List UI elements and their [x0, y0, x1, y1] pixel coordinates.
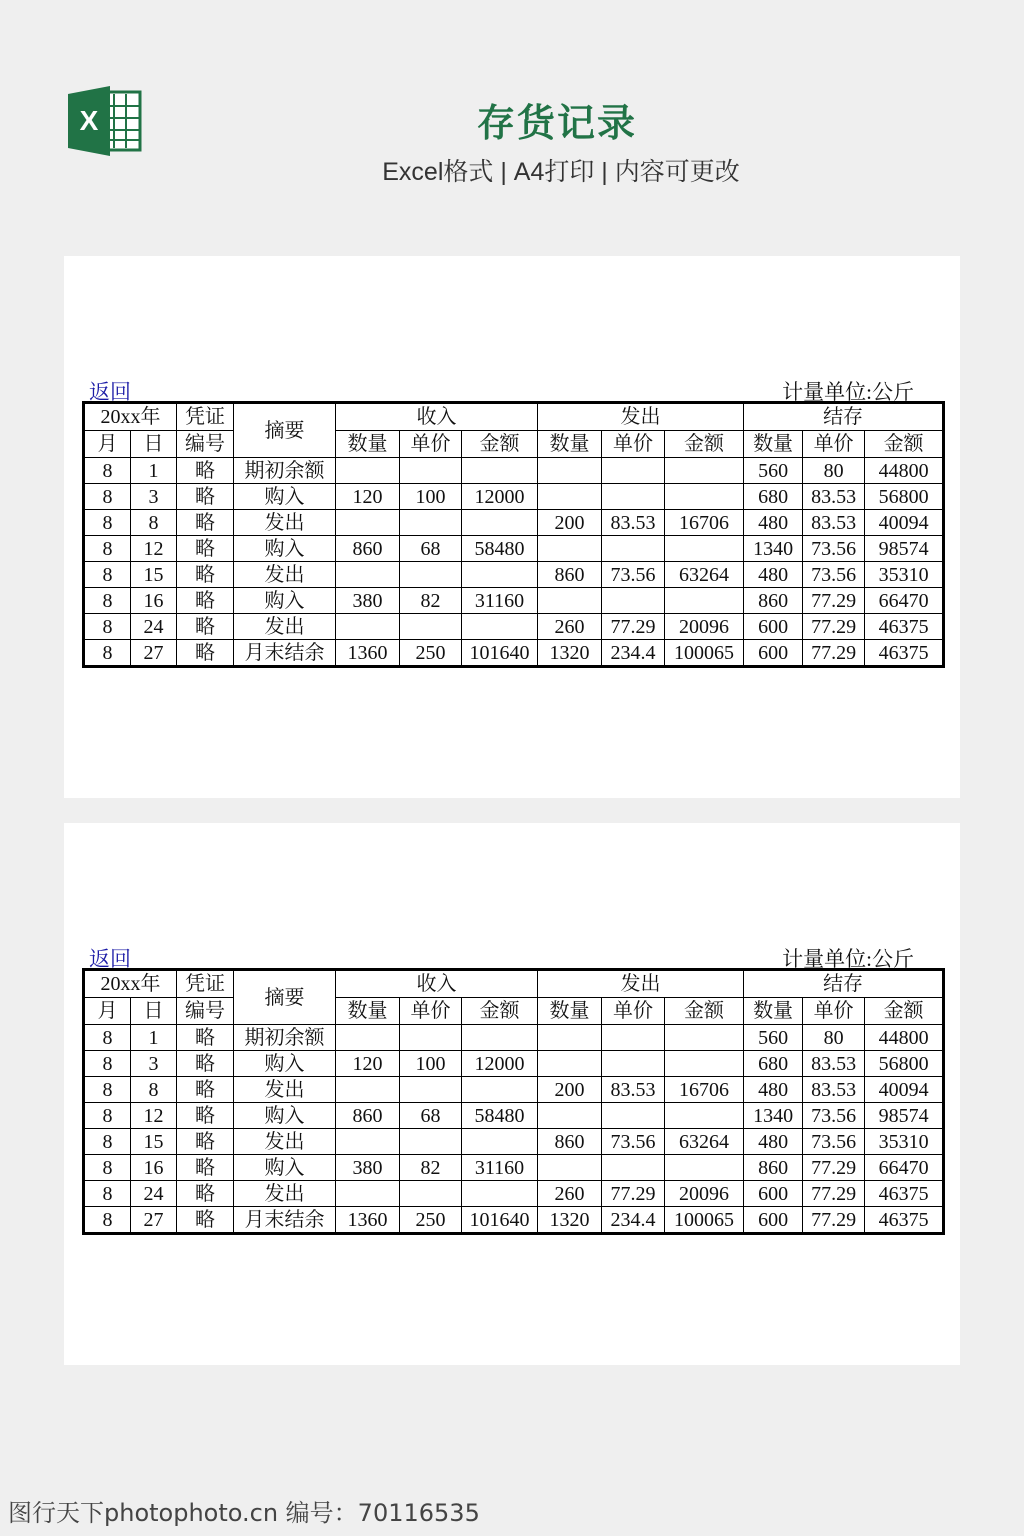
table-cell [462, 562, 538, 588]
table-cell: 20096 [665, 614, 744, 640]
table-row [84, 1155, 944, 1181]
sub-header: 单价 [602, 998, 665, 1025]
table-cell: 77.29 [803, 1207, 865, 1234]
table-cell: 24 [131, 1181, 177, 1207]
table-cell: 8 [84, 614, 131, 640]
table-cell: 600 [744, 1181, 803, 1207]
table-cell: 73.56 [803, 1103, 865, 1129]
table-cell: 860 [744, 588, 803, 614]
table-cell [665, 1025, 744, 1051]
table-cell: 46375 [865, 1207, 944, 1234]
table-cell: 68 [400, 1103, 462, 1129]
table-cell: 234.4 [602, 640, 665, 667]
table-cell: 77.29 [602, 1181, 665, 1207]
table-cell: 1 [131, 1025, 177, 1051]
table-row [84, 458, 944, 484]
table-cell: 120 [336, 1051, 400, 1077]
sub-header: 金额 [665, 431, 744, 458]
table-cell: 8 [84, 1025, 131, 1051]
table-cell: 83.53 [602, 1077, 665, 1103]
table-cell: 购入 [234, 536, 336, 562]
table-cell [336, 562, 400, 588]
issue-header: 发出 [538, 970, 744, 998]
table-cell: 680 [744, 484, 803, 510]
table-cell: 480 [744, 562, 803, 588]
table-cell: 860 [336, 536, 400, 562]
day-header: 日 [131, 998, 177, 1025]
table-cell: 600 [744, 614, 803, 640]
sub-header: 数量 [744, 431, 803, 458]
table-cell: 83.53 [602, 510, 665, 536]
table-cell: 101640 [462, 1207, 538, 1234]
table-cell: 8 [84, 640, 131, 667]
table-cell: 略 [177, 1181, 234, 1207]
sub-header: 单价 [400, 431, 462, 458]
table-cell [336, 1181, 400, 1207]
table-cell: 16 [131, 588, 177, 614]
table-cell: 略 [177, 614, 234, 640]
table-cell [336, 510, 400, 536]
table-cell: 略 [177, 458, 234, 484]
table-cell: 101640 [462, 640, 538, 667]
table-cell [665, 588, 744, 614]
table-cell: 200 [538, 510, 602, 536]
table-row [84, 562, 944, 588]
table-cell: 1340 [744, 1103, 803, 1129]
table-cell [400, 1129, 462, 1155]
table-cell [400, 1077, 462, 1103]
table-cell [462, 614, 538, 640]
back-link[interactable]: 返回 [89, 380, 131, 404]
table-cell: 略 [177, 510, 234, 536]
table-header-row [84, 970, 944, 998]
sub-header: 单价 [602, 431, 665, 458]
table-cell: 120 [336, 484, 400, 510]
table-cell: 98574 [865, 1103, 944, 1129]
table-cell: 40094 [865, 510, 944, 536]
table-cell: 16 [131, 1155, 177, 1181]
table-cell: 680 [744, 1051, 803, 1077]
table-cell: 56800 [865, 1051, 944, 1077]
table-cell: 83.53 [803, 1051, 865, 1077]
table-cell: 480 [744, 1129, 803, 1155]
table-cell [538, 1051, 602, 1077]
table-cell [602, 458, 665, 484]
table-cell [538, 1155, 602, 1181]
table-cell: 73.56 [803, 536, 865, 562]
table-cell: 略 [177, 1103, 234, 1129]
summary-header: 摘要 [234, 403, 336, 458]
page-title: 存货记录 [476, 103, 637, 145]
table-cell: 略 [177, 588, 234, 614]
table-cell: 购入 [234, 1155, 336, 1181]
table-cell [400, 510, 462, 536]
table-cell: 82 [400, 588, 462, 614]
unit-label: 计量单位:公斤 [782, 947, 914, 971]
table-cell: 发出 [234, 1181, 336, 1207]
table-cell: 80 [803, 1025, 865, 1051]
table-cell: 略 [177, 484, 234, 510]
table-cell: 600 [744, 640, 803, 667]
table-cell: 860 [336, 1103, 400, 1129]
table-cell: 73.56 [602, 1129, 665, 1155]
voucher-header-bottom: 编号 [177, 998, 234, 1025]
table-cell: 100065 [665, 640, 744, 667]
table-cell: 购入 [234, 1051, 336, 1077]
table-cell [602, 1103, 665, 1129]
table-row [84, 640, 944, 667]
table-cell: 31160 [462, 1155, 538, 1181]
table-cell: 8 [84, 1155, 131, 1181]
table-cell: 发出 [234, 510, 336, 536]
table-cell: 860 [744, 1155, 803, 1181]
table-cell [462, 1181, 538, 1207]
table-cell: 31160 [462, 588, 538, 614]
table-subheader-row [84, 431, 944, 458]
table-cell: 8 [131, 1077, 177, 1103]
table-cell: 82 [400, 1155, 462, 1181]
table-cell: 略 [177, 1025, 234, 1051]
table-cell: 8 [84, 1181, 131, 1207]
table-cell: 8 [84, 1207, 131, 1234]
table-row [84, 1181, 944, 1207]
table-cell: 8 [84, 1129, 131, 1155]
table-cell: 46375 [865, 614, 944, 640]
table-cell: 期初余额 [234, 458, 336, 484]
table-cell: 8 [84, 588, 131, 614]
table-cell: 8 [84, 1103, 131, 1129]
table-cell: 月末结余 [234, 1207, 336, 1234]
table-cell [602, 1155, 665, 1181]
table-cell: 77.29 [803, 588, 865, 614]
table-cell: 380 [336, 588, 400, 614]
table-cell: 略 [177, 1129, 234, 1155]
sub-header: 金额 [462, 998, 538, 1025]
table-cell: 250 [400, 640, 462, 667]
table-cell [400, 614, 462, 640]
table-cell: 46375 [865, 1181, 944, 1207]
income-header: 收入 [336, 403, 538, 431]
table-cell: 66470 [865, 588, 944, 614]
table-cell: 68 [400, 536, 462, 562]
table-cell: 8 [84, 1077, 131, 1103]
table-cell: 56800 [865, 484, 944, 510]
sub-header: 单价 [803, 998, 865, 1025]
table-cell [602, 588, 665, 614]
table-cell [602, 484, 665, 510]
balance-header: 结存 [744, 403, 944, 431]
table-cell: 8 [131, 510, 177, 536]
table-cell: 8 [84, 562, 131, 588]
sub-header: 单价 [400, 998, 462, 1025]
table-cell: 73.56 [602, 562, 665, 588]
table-cell: 24 [131, 614, 177, 640]
table-row [84, 1207, 944, 1234]
table-cell: 略 [177, 1207, 234, 1234]
table-cell: 3 [131, 484, 177, 510]
table-cell [462, 510, 538, 536]
table-cell: 480 [744, 510, 803, 536]
table-cell: 1340 [744, 536, 803, 562]
day-header: 日 [131, 431, 177, 458]
table-cell [462, 1025, 538, 1051]
table-cell: 27 [131, 1207, 177, 1234]
table-cell: 略 [177, 640, 234, 667]
table-cell: 250 [400, 1207, 462, 1234]
table-cell: 16706 [665, 510, 744, 536]
sub-header: 数量 [538, 998, 602, 1025]
table-cell: 15 [131, 562, 177, 588]
table-row [84, 1129, 944, 1155]
page-subtitle: Excel格式 | A4打印 | 内容可更改 [382, 158, 740, 186]
table-cell: 100 [400, 1051, 462, 1077]
table-cell: 1320 [538, 1207, 602, 1234]
table-cell: 77.29 [602, 614, 665, 640]
table-cell: 略 [177, 1155, 234, 1181]
table-cell: 略 [177, 1077, 234, 1103]
watermark: 图行天下photophoto.cn 编号：70116535 [8, 1499, 480, 1527]
table-row [84, 1051, 944, 1077]
table-cell [665, 1155, 744, 1181]
table-cell: 略 [177, 536, 234, 562]
table-cell: 83.53 [803, 484, 865, 510]
table-cell: 600 [744, 1207, 803, 1234]
table-cell [462, 1129, 538, 1155]
table-cell: 73.56 [803, 1129, 865, 1155]
table-cell: 发出 [234, 1077, 336, 1103]
table-cell: 3 [131, 1051, 177, 1077]
table-cell: 100 [400, 484, 462, 510]
table-cell: 44800 [865, 1025, 944, 1051]
table-cell: 98574 [865, 536, 944, 562]
table-cell [665, 458, 744, 484]
table-cell: 46375 [865, 640, 944, 667]
table-cell: 480 [744, 1077, 803, 1103]
month-header: 月 [84, 998, 131, 1025]
table-cell: 8 [84, 458, 131, 484]
year-header: 20xx年 [84, 403, 177, 431]
sub-header: 金额 [462, 431, 538, 458]
table-cell [538, 458, 602, 484]
table-cell [665, 1051, 744, 1077]
table-cell: 83.53 [803, 1077, 865, 1103]
table-cell [665, 1103, 744, 1129]
table-cell [336, 1025, 400, 1051]
table-cell: 77.29 [803, 614, 865, 640]
sub-header: 数量 [744, 998, 803, 1025]
table-row [84, 510, 944, 536]
table-row [84, 614, 944, 640]
table-cell [665, 484, 744, 510]
table-cell: 58480 [462, 536, 538, 562]
table-cell: 1360 [336, 1207, 400, 1234]
table-cell: 58480 [462, 1103, 538, 1129]
table-cell: 发出 [234, 562, 336, 588]
summary-header: 摘要 [234, 970, 336, 1025]
table-cell: 100065 [665, 1207, 744, 1234]
table-cell: 63264 [665, 1129, 744, 1155]
table-cell: 560 [744, 458, 803, 484]
month-header: 月 [84, 431, 131, 458]
sub-header: 数量 [538, 431, 602, 458]
table-cell [462, 458, 538, 484]
sheet-preview-1 [64, 256, 960, 798]
table-row [84, 1025, 944, 1051]
table-cell: 860 [538, 1129, 602, 1155]
table-cell: 期初余额 [234, 1025, 336, 1051]
sheet-preview-2 [64, 823, 960, 1365]
table-cell: 35310 [865, 1129, 944, 1155]
table-cell: 8 [84, 484, 131, 510]
table-cell [602, 536, 665, 562]
table-row [84, 1103, 944, 1129]
table-cell: 12 [131, 536, 177, 562]
table-cell: 发出 [234, 614, 336, 640]
table-cell: 27 [131, 640, 177, 667]
table-cell: 12000 [462, 484, 538, 510]
back-link[interactable]: 返回 [89, 947, 131, 971]
table-cell: 73.56 [803, 562, 865, 588]
table-cell [538, 1025, 602, 1051]
balance-header: 结存 [744, 970, 944, 998]
table-cell: 8 [84, 510, 131, 536]
table-cell [538, 536, 602, 562]
table-cell: 12 [131, 1103, 177, 1129]
table-cell: 发出 [234, 1129, 336, 1155]
table-cell: 16706 [665, 1077, 744, 1103]
table-row [84, 484, 944, 510]
svg-text:X: X [79, 105, 99, 136]
table-cell: 略 [177, 562, 234, 588]
sub-header: 数量 [336, 998, 400, 1025]
table-cell: 20096 [665, 1181, 744, 1207]
table-cell [336, 1129, 400, 1155]
voucher-header-top: 凭证 [177, 970, 234, 998]
table-cell [336, 458, 400, 484]
table-row [84, 588, 944, 614]
table-cell: 35310 [865, 562, 944, 588]
table-cell [538, 588, 602, 614]
sub-header: 数量 [336, 431, 400, 458]
table-cell: 购入 [234, 1103, 336, 1129]
table-cell: 63264 [665, 562, 744, 588]
table-header-row [84, 403, 944, 431]
table-cell [665, 536, 744, 562]
table-cell: 12000 [462, 1051, 538, 1077]
table-cell [538, 1103, 602, 1129]
table-cell: 200 [538, 1077, 602, 1103]
table-cell: 260 [538, 614, 602, 640]
table-cell [336, 614, 400, 640]
table-cell [602, 1051, 665, 1077]
table-body [84, 1025, 944, 1234]
table-cell: 15 [131, 1129, 177, 1155]
table-cell: 1320 [538, 640, 602, 667]
table-row [84, 536, 944, 562]
income-header: 收入 [336, 970, 538, 998]
table-cell: 8 [84, 1051, 131, 1077]
table-cell: 77.29 [803, 1155, 865, 1181]
sub-header: 单价 [803, 431, 865, 458]
table-cell: 1360 [336, 640, 400, 667]
inventory-table [82, 401, 945, 668]
table-cell: 40094 [865, 1077, 944, 1103]
table-cell: 260 [538, 1181, 602, 1207]
voucher-header-top: 凭证 [177, 403, 234, 431]
table-cell [538, 484, 602, 510]
table-cell: 1 [131, 458, 177, 484]
table-cell [400, 1025, 462, 1051]
table-cell [336, 1077, 400, 1103]
table-subheader-row [84, 998, 944, 1025]
table-cell: 83.53 [803, 510, 865, 536]
table-cell: 77.29 [803, 1181, 865, 1207]
table-cell: 860 [538, 562, 602, 588]
inventory-table [82, 968, 945, 1235]
table-body [84, 458, 944, 667]
sub-header: 金额 [865, 998, 944, 1025]
year-header: 20xx年 [84, 970, 177, 998]
table-row [84, 1077, 944, 1103]
sub-header: 金额 [865, 431, 944, 458]
table-cell: 380 [336, 1155, 400, 1181]
table-cell: 234.4 [602, 1207, 665, 1234]
table-cell: 77.29 [803, 640, 865, 667]
table-cell: 44800 [865, 458, 944, 484]
table-cell: 购入 [234, 484, 336, 510]
voucher-header-bottom: 编号 [177, 431, 234, 458]
table-cell: 560 [744, 1025, 803, 1051]
table-cell [602, 1025, 665, 1051]
table-cell [462, 1077, 538, 1103]
sub-header: 金额 [665, 998, 744, 1025]
table-cell: 66470 [865, 1155, 944, 1181]
table-cell [400, 1181, 462, 1207]
unit-label: 计量单位:公斤 [782, 380, 914, 404]
table-cell [400, 562, 462, 588]
table-cell: 略 [177, 1051, 234, 1077]
table-cell: 8 [84, 536, 131, 562]
table-cell: 购入 [234, 588, 336, 614]
table-cell: 月末结余 [234, 640, 336, 667]
issue-header: 发出 [538, 403, 744, 431]
table-cell: 80 [803, 458, 865, 484]
table-cell [400, 458, 462, 484]
